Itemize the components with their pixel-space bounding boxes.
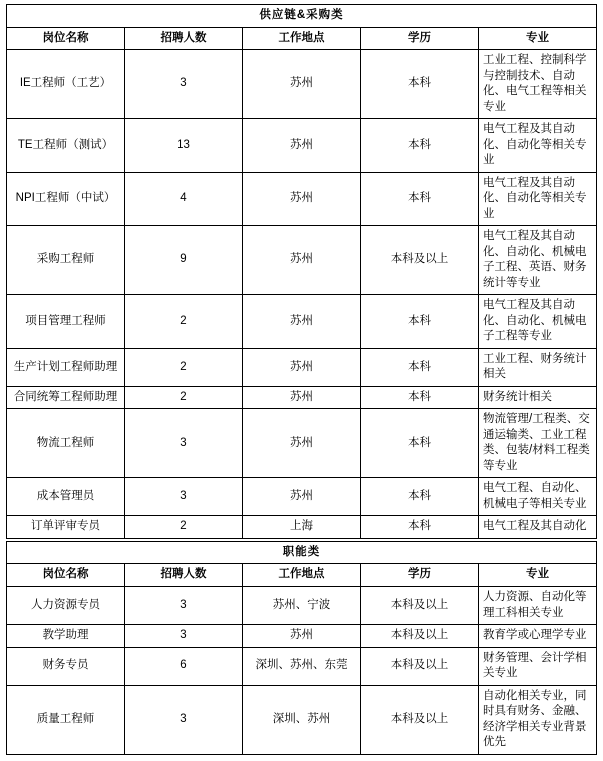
- cell-location: 苏州、宁波: [243, 586, 361, 624]
- cell-location: 苏州: [243, 226, 361, 295]
- cell-location: 苏州: [243, 172, 361, 226]
- cell-location: 苏州: [243, 386, 361, 409]
- table-row: [7, 625, 597, 648]
- cell-position: 订单评审专员: [7, 516, 125, 539]
- cell-major: 工业工程、财务统计相关: [479, 348, 597, 386]
- cell-position: 成本管理员: [7, 478, 125, 516]
- table-row: [7, 647, 597, 685]
- cell-major: 物流管理/工程类、交通运输类、工业工程类、包装/材料工程类等专业: [479, 409, 597, 478]
- cell-position: NPI工程师（中试）: [7, 172, 125, 226]
- cell-count: 4: [125, 172, 243, 226]
- cell-count: 13: [125, 119, 243, 173]
- table-header-row: [7, 564, 597, 587]
- cell-location: 深圳、苏州: [243, 685, 361, 754]
- cell-education: 本科及以上: [361, 625, 479, 648]
- cell-position: IE工程师（工艺）: [7, 50, 125, 119]
- table-row: [7, 226, 597, 295]
- cell-location: 苏州: [243, 478, 361, 516]
- cell-position: 物流工程师: [7, 409, 125, 478]
- cell-education: 本科及以上: [361, 685, 479, 754]
- recruitment-table-supply-chain: [6, 4, 597, 539]
- table-row: [7, 386, 597, 409]
- section-title: 供应链&采购类: [7, 5, 597, 28]
- cell-location: 苏州: [243, 295, 361, 349]
- cell-education: 本科: [361, 119, 479, 173]
- cell-major: 教育学或心理学专业: [479, 625, 597, 648]
- cell-count: 3: [125, 409, 243, 478]
- cell-education: 本科: [361, 409, 479, 478]
- cell-count: 2: [125, 348, 243, 386]
- table-header-row: [7, 27, 597, 50]
- table-row: [7, 478, 597, 516]
- column-header-location: 工作地点: [243, 564, 361, 587]
- section-title-row: [7, 541, 597, 564]
- cell-education: 本科: [361, 516, 479, 539]
- table-row: [7, 295, 597, 349]
- cell-count: 2: [125, 386, 243, 409]
- table-row: [7, 119, 597, 173]
- column-header-major: 专业: [479, 27, 597, 50]
- cell-education: 本科及以上: [361, 226, 479, 295]
- cell-location: 苏州: [243, 348, 361, 386]
- column-header-location: 工作地点: [243, 27, 361, 50]
- table-row: [7, 172, 597, 226]
- cell-count: 9: [125, 226, 243, 295]
- column-header-position: 岗位名称: [7, 564, 125, 587]
- cell-count: 3: [125, 50, 243, 119]
- cell-major: 财务管理、会计学相关专业: [479, 647, 597, 685]
- cell-education: 本科及以上: [361, 647, 479, 685]
- cell-major: 工业工程、控制科学与控制技术、自动化、电气工程等相关专业: [479, 50, 597, 119]
- cell-position: 质量工程师: [7, 685, 125, 754]
- cell-count: 3: [125, 586, 243, 624]
- cell-count: 2: [125, 295, 243, 349]
- cell-position: 财务专员: [7, 647, 125, 685]
- cell-education: 本科: [361, 478, 479, 516]
- cell-education: 本科: [361, 50, 479, 119]
- cell-major: 电气工程及其自动化、自动化等相关专业: [479, 172, 597, 226]
- table-row: [7, 685, 597, 754]
- column-header-major: 专业: [479, 564, 597, 587]
- cell-education: 本科及以上: [361, 586, 479, 624]
- cell-major: 电气工程及其自动化、自动化、机械电子工程等专业: [479, 295, 597, 349]
- cell-location: 上海: [243, 516, 361, 539]
- cell-education: 本科: [361, 172, 479, 226]
- cell-position: 采购工程师: [7, 226, 125, 295]
- recruitment-table-functional: [6, 541, 597, 755]
- cell-major: 电气工程、自动化、机械电子等相关专业: [479, 478, 597, 516]
- cell-location: 苏州: [243, 409, 361, 478]
- cell-position: 教学助理: [7, 625, 125, 648]
- cell-location: 苏州: [243, 119, 361, 173]
- cell-education: 本科: [361, 348, 479, 386]
- cell-count: 2: [125, 516, 243, 539]
- table-row: [7, 50, 597, 119]
- cell-count: 6: [125, 647, 243, 685]
- cell-position: TE工程师（测试）: [7, 119, 125, 173]
- section-title-row: [7, 5, 597, 28]
- cell-position: 生产计划工程师助理: [7, 348, 125, 386]
- cell-major: 财务统计相关: [479, 386, 597, 409]
- cell-major: 电气工程及其自动化、自动化等相关专业: [479, 119, 597, 173]
- cell-location: 苏州: [243, 625, 361, 648]
- cell-location: 深圳、苏州、东莞: [243, 647, 361, 685]
- cell-count: 3: [125, 625, 243, 648]
- table-row: [7, 516, 597, 539]
- column-header-count: 招聘人数: [125, 27, 243, 50]
- cell-location: 苏州: [243, 50, 361, 119]
- cell-position: 合同统筹工程师助理: [7, 386, 125, 409]
- table-row: [7, 586, 597, 624]
- cell-education: 本科: [361, 386, 479, 409]
- cell-education: 本科: [361, 295, 479, 349]
- table-row: [7, 348, 597, 386]
- cell-position: 人力资源专员: [7, 586, 125, 624]
- cell-position: 项目管理工程师: [7, 295, 125, 349]
- cell-major: 自动化相关专业，同时具有财务、金融、经济学相关专业背景优先: [479, 685, 597, 754]
- cell-count: 3: [125, 478, 243, 516]
- cell-major: 电气工程及其自动化、自动化、机械电子工程、英语、财务统计等专业: [479, 226, 597, 295]
- section-title: 职能类: [7, 541, 597, 564]
- column-header-count: 招聘人数: [125, 564, 243, 587]
- table-row: [7, 409, 597, 478]
- cell-count: 3: [125, 685, 243, 754]
- column-header-education: 学历: [361, 27, 479, 50]
- column-header-education: 学历: [361, 564, 479, 587]
- column-header-position: 岗位名称: [7, 27, 125, 50]
- cell-major: 人力资源、自动化等理工科相关专业: [479, 586, 597, 624]
- cell-major: 电气工程及其自动化: [479, 516, 597, 539]
